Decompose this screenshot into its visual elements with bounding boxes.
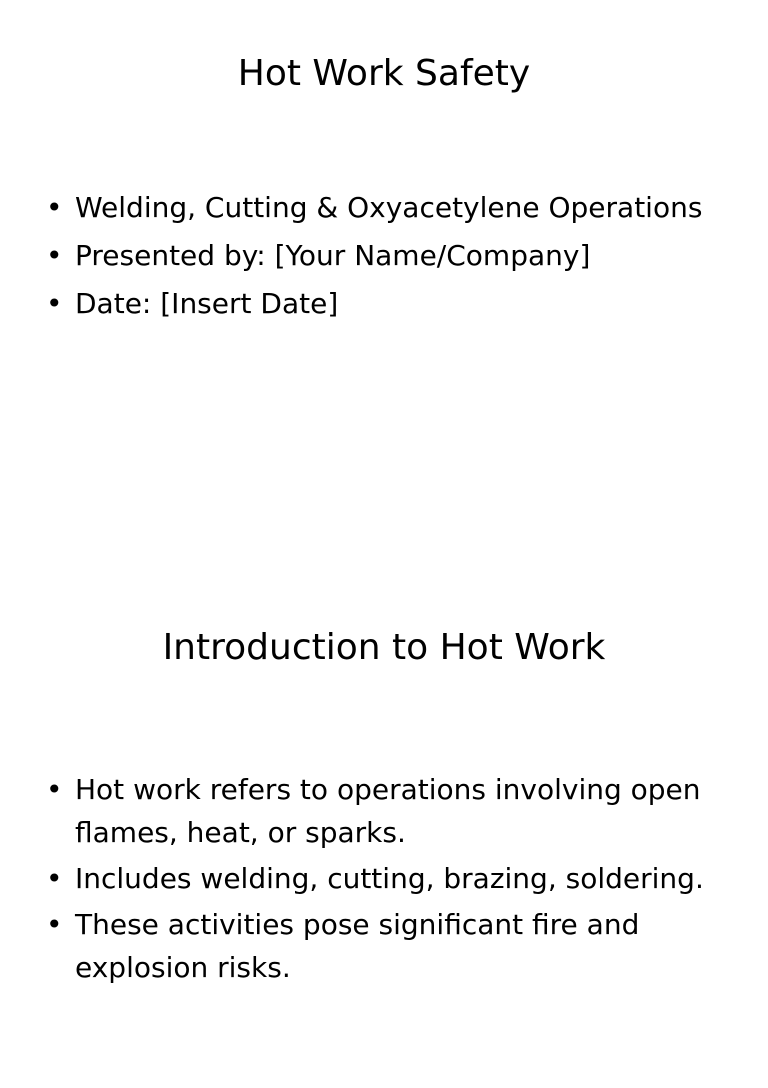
bullet-text: Includes welding, cutting, brazing, soldering.	[75, 862, 704, 895]
slide-1	[0, 0, 768, 512]
slide-2	[0, 576, 768, 1088]
bullet-item	[46, 857, 716, 900]
slide-title: Introduction to Hot Work	[162, 627, 606, 668]
bullet-dot-icon: •	[46, 862, 63, 895]
slide-title: Hot Work Safety	[237, 53, 531, 94]
bullet-dot-icon: •	[46, 287, 63, 320]
bullet-dot-icon: •	[46, 773, 63, 806]
bullet-text: Welding, Cutting & Oxyacetylene Operations	[75, 191, 703, 224]
bullet-item	[46, 236, 716, 275]
bullet-text: Presented by: [Your Name/Company]	[75, 239, 591, 272]
bullet-dot-icon: •	[46, 239, 63, 272]
bullet-item	[46, 284, 716, 323]
bullet-item	[46, 768, 716, 854]
bullet-list	[46, 188, 716, 332]
bullet-text: These activities pose significant fire and explosion risks.	[75, 908, 640, 984]
bullet-dot-icon: •	[46, 908, 63, 941]
bullet-item	[46, 188, 716, 227]
bullet-text: Date: [Insert Date]	[75, 287, 339, 320]
bullet-list	[46, 768, 716, 992]
bullet-item	[46, 903, 716, 989]
bullet-text: Hot work refers to operations involving open flames, heat, or sparks.	[75, 773, 701, 849]
bullet-dot-icon: •	[46, 191, 63, 224]
